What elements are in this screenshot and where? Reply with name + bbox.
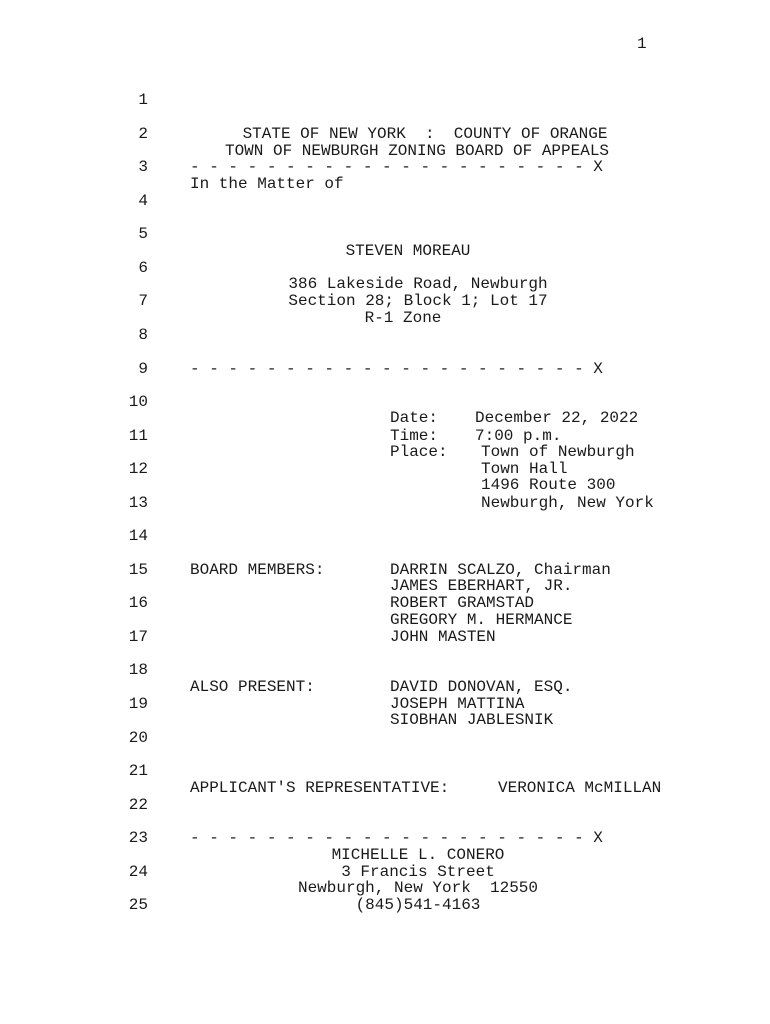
line-number: 20 xyxy=(128,729,148,747)
board-member: DARRIN SCALZO, Chairman xyxy=(390,561,611,579)
line-number: 16 xyxy=(128,594,148,612)
also-present-name: JOSEPH MATTINA xyxy=(390,695,525,713)
place-line: Town of Newburgh xyxy=(481,443,635,461)
line-number: 4 xyxy=(138,192,148,210)
board-member: ROBERT GRAMSTAD xyxy=(390,594,535,612)
line-number: 22 xyxy=(128,796,148,814)
board-member: JAMES EBERHART, JR. xyxy=(390,577,573,595)
representative-name: VERONICA McMILLAN xyxy=(498,779,662,797)
date-label: Date: xyxy=(390,409,439,427)
date-value: December 22, 2022 xyxy=(475,409,639,427)
property-address: 386 Lakeside Road, Newburgh xyxy=(288,275,548,293)
line-number: 2 xyxy=(138,125,148,143)
line-number: 17 xyxy=(128,628,148,646)
line-number: 18 xyxy=(128,661,148,679)
place-line: Newburgh, New York xyxy=(481,494,654,512)
line-number: 19 xyxy=(128,695,148,713)
board-member: JOHN MASTEN xyxy=(390,628,496,646)
line-number: 13 xyxy=(128,494,148,512)
also-present-name: DAVID DONOVAN, ESQ. xyxy=(390,678,573,696)
separator-mid: - - - - - - - - - - - - - - - - - - - - - X xyxy=(190,360,603,378)
line-number: 5 xyxy=(138,225,148,243)
line-number: 21 xyxy=(128,762,148,780)
reporter-street: 3 Francis Street xyxy=(341,863,495,881)
time-label: Time: xyxy=(390,427,439,445)
reporter-name: MICHELLE L. CONERO xyxy=(331,846,505,864)
line-number: 12 xyxy=(128,460,148,478)
separator-bottom: - - - - - - - - - - - - - - - - - - - - - X xyxy=(190,829,603,847)
place-line: 1496 Route 300 xyxy=(481,476,616,494)
line-number: 23 xyxy=(128,829,148,847)
line-number: 1 xyxy=(138,91,148,109)
property-zone: R-1 Zone xyxy=(364,309,442,327)
line-number: 6 xyxy=(138,259,148,277)
also-present-name: SIOBHAN JABLESNIK xyxy=(390,711,554,729)
board-member: GREGORY M. HERMANCE xyxy=(390,611,573,629)
in-the-matter: In the Matter of xyxy=(190,175,344,193)
caption-state-county: STATE OF NEW YORK : COUNTY OF ORANGE xyxy=(242,125,608,143)
caption-board: TOWN OF NEWBURGH ZONING BOARD OF APPEALS xyxy=(224,142,610,160)
reporter-city: Newburgh, New York 12550 xyxy=(297,879,539,897)
line-number: 3 xyxy=(138,158,148,176)
line-number: 15 xyxy=(128,561,148,579)
separator-top: - - - - - - - - - - - - - - - - - - - - - X xyxy=(190,158,603,176)
line-number: 25 xyxy=(128,896,148,914)
line-number: 24 xyxy=(128,863,148,881)
line-number: 7 xyxy=(138,292,148,310)
board-members-label: BOARD MEMBERS: xyxy=(190,561,325,579)
also-present-label: ALSO PRESENT: xyxy=(190,678,315,696)
applicant-name: STEVEN MOREAU xyxy=(345,242,471,260)
line-number: 14 xyxy=(128,527,148,545)
line-number: 9 xyxy=(138,360,148,378)
property-section: Section 28; Block 1; Lot 17 xyxy=(288,292,548,310)
line-number: 11 xyxy=(128,427,148,445)
time-value: 7:00 p.m. xyxy=(475,427,562,445)
place-line: Town Hall xyxy=(481,460,568,478)
representative-label: APPLICANT'S REPRESENTATIVE: xyxy=(190,779,450,797)
place-label: Place: xyxy=(390,443,448,461)
page-number: 1 xyxy=(637,35,647,53)
line-number: 8 xyxy=(138,326,148,344)
reporter-phone: (845)541-4163 xyxy=(355,896,481,914)
line-number: 10 xyxy=(128,393,148,411)
